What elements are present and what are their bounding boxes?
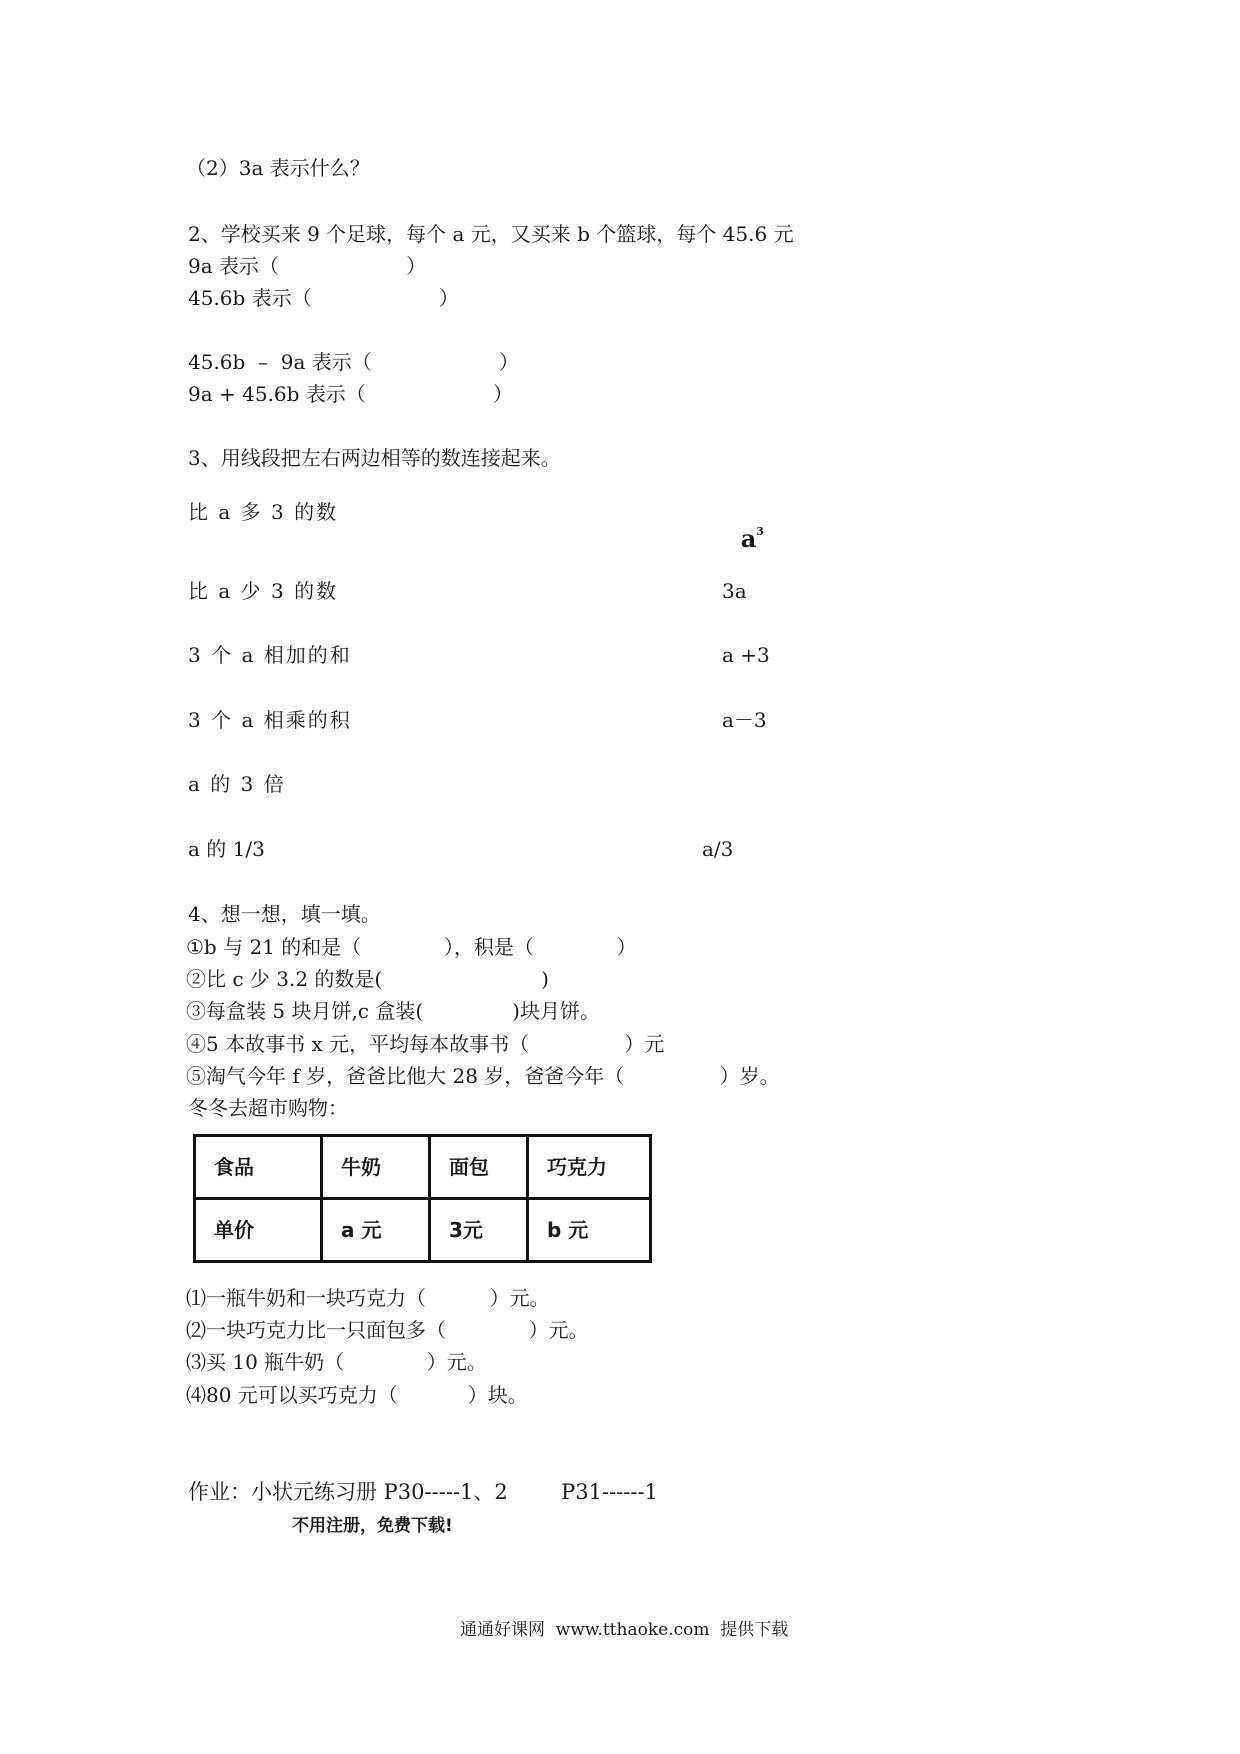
table-cell: 面包 [430, 1136, 528, 1199]
shopping-intro: 冬冬去超市购物： [188, 1096, 348, 1120]
shopping-question-3: ⑶买 10 瓶牛奶（ ）元。 [186, 1350, 487, 1374]
q2-line2: 45.6b 表示（ ） [188, 286, 459, 310]
match-right-4: a/3 [702, 837, 734, 861]
q4-item-5: ⑤淘气今年 f 岁，爸爸比他大 28 岁，爸爸今年（ ）岁。 [186, 1064, 780, 1088]
table-row [195, 1199, 651, 1262]
q1-sub2: （2）3a 表示什么？ [186, 156, 370, 180]
table-cell: 巧克力 [528, 1136, 651, 1199]
q2-title: 2、学校买来 9 个足球，每个 a 元，又买来 b 个篮球，每个 45.6 元 [188, 222, 794, 246]
match-left-1: 比 a 多 3 的数 [188, 500, 339, 524]
q4-item-4: ④5 本故事书 x 元，平均每本故事书（ ）元 [186, 1032, 665, 1056]
q4-item-2: ②比 c 少 3.2 的数是( ) [186, 967, 549, 991]
q4-item-3: ③每盒装 5 块月饼,c 盒装( )块月饼。 [186, 999, 600, 1023]
match-left-4: 3 个 a 相乘的积 [188, 708, 352, 732]
match-right-1: 3a [722, 579, 747, 603]
shopping-question-4: ⑷80 元可以买巧克力（ ）块。 [186, 1383, 528, 1407]
q2-line1: 9a 表示（ ） [188, 254, 427, 278]
match-right-3: a－3 [722, 708, 767, 732]
q4-item-1: ①b 与 21 的和是（ ），积是（ ） [186, 935, 637, 959]
table-cell: 食品 [195, 1136, 322, 1199]
match-left-6: a 的 1/3 [188, 837, 265, 861]
price-table [193, 1134, 652, 1263]
match-left-2: 比 a 少 3 的数 [188, 579, 339, 603]
power-exponent: 3 [756, 525, 764, 538]
match-left-3: 3 个 a 相加的和 [188, 643, 352, 667]
q3-title: 3、用线段把左右两边相等的数连接起来。 [188, 446, 561, 470]
power-base: a [740, 524, 757, 553]
table-cell: 单价 [195, 1199, 322, 1262]
homework: 作业：小状元练习册 P30-----1、2 P31------1 [188, 1480, 658, 1504]
table-cell: b 元 [528, 1199, 651, 1262]
shopping-question-1: ⑴一瓶牛奶和一块巧克力（ ）元。 [186, 1286, 550, 1310]
free-download-note: 不用注册，免费下载! [292, 1516, 453, 1536]
table-cell: 3元 [430, 1199, 528, 1262]
match-left-5: a 的 3 倍 [188, 772, 286, 796]
match-right-2: a +3 [722, 643, 770, 667]
table-cell: 牛奶 [322, 1136, 430, 1199]
q2-line3: 45.6b – 9a 表示（ ） [188, 350, 519, 374]
q2-line4: 9a + 45.6b 表示（ ） [188, 382, 513, 406]
table-cell: a 元 [322, 1199, 430, 1262]
match-right-power [724, 496, 764, 551]
table-row [195, 1136, 651, 1199]
q4-title: 4、想一想，填一填。 [188, 902, 381, 926]
shopping-question-2: ⑵一块巧克力比一只面包多（ ）元。 [186, 1318, 589, 1342]
footer: 通通好课网 www.tthaoke.com 提供下载 [460, 1620, 789, 1640]
